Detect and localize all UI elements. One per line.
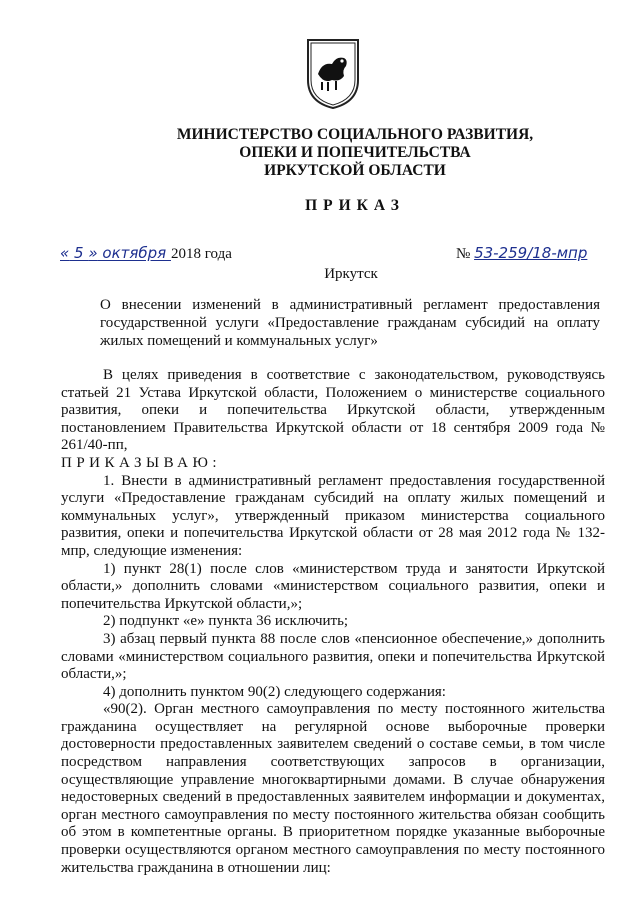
order-number-value: 53-259/18-мпр: [474, 244, 588, 262]
ministry-name: [0, 126, 640, 180]
quote-90-2: «90(2). Орган местного самоуправления по месту постоянного жительства гражданина осуществляет на регулярной основе выборочные проверки достоверности предоставленных заявителем сведений о составе семьи, в том числе посредством направления соответствующих запросов в организации, осуществляющие управление многоквартирными домами. В случае обнаружения недостоверных сведений в предоставленных заявителем информации и документах, орган местного самоуправления по месту постоянного жительства обязан сообщить об этом в компетентные органы. В приоритетном порядке указанные выборочные проверки осуществляются органом местного самоуправления по месту постоянного жительства гражданина в отношении лиц:: [61, 701, 605, 876]
ministry-name-line-3: ИРКУТСКОЙ ОБЛАСТИ: [264, 162, 446, 179]
item-1: 1. Внести в административный регламент предоставления государственной услуги «Предоставление гражданам субсидий на оплату жилых помещений и коммунальных услуг», утвержденный приказом министерства социального развития, опеки и попечительства Иркутской области от 28 мая 2012 года № 132-мпр, следующие изменения:: [61, 472, 605, 559]
item-1-1: 1) пункт 28(1) после слов «министерством труда и занятости Иркутской области,» дополнить словами «министерством социального развития, опеки и попечительства Иркутской области,»;: [61, 560, 605, 612]
order-word: ПРИКАЗЫВАЮ:: [61, 454, 222, 471]
item-1-3: 3) абзац первый пункта 88 после слов «пенсионное обеспечение,» дополнить словами «министерством социального развития, опеки и попечительства Иркутской области,»;: [61, 630, 605, 683]
date-day-value: 5: [69, 244, 89, 262]
order-date: [60, 244, 232, 263]
order-number-prefix: №: [456, 246, 475, 262]
item-1-2: 2) подпункт «е» пункта 36 исключить;: [103, 613, 349, 630]
ministry-name-line-1: МИНИСТЕРСТВО СОЦИАЛЬНОГО РАЗВИТИЯ,: [176, 126, 534, 143]
date-open-quote: «: [60, 244, 70, 262]
date-close-quote: »: [88, 244, 98, 262]
document-title: О внесении изменений в административный регламент предоставления государственной услуги «Предоставление гражданам субсидий на оплату жилых помещений и коммунальных услуг»: [100, 297, 600, 349]
coat-of-arms-emblem: [302, 36, 364, 110]
date-year: 2018 года: [170, 246, 232, 262]
item-1-4: 4) дополнить пунктом 90(2) следующего содержания:: [103, 683, 446, 700]
date-month: октября: [97, 244, 171, 262]
date-day: [60, 244, 98, 262]
city: Иркутск: [324, 266, 378, 282]
document-type-heading: ПРИКАЗ: [305, 197, 405, 214]
document-body: [61, 367, 605, 877]
ministry-name-line-2: ОПЕКИ И ПОПЕЧИТЕЛЬСТВА: [239, 144, 471, 161]
preamble: В целях приведения в соответствие с законодательством, руководствуясь статьей 21 Устава Иркутской области, Положением о министерстве социального развития, опеки и попечительства Иркутской области, утвержденным постановлением Правительства Иркутской области от 18 сентября 2009 года № 261/40-пп,: [61, 367, 605, 454]
order-number: [456, 244, 587, 263]
